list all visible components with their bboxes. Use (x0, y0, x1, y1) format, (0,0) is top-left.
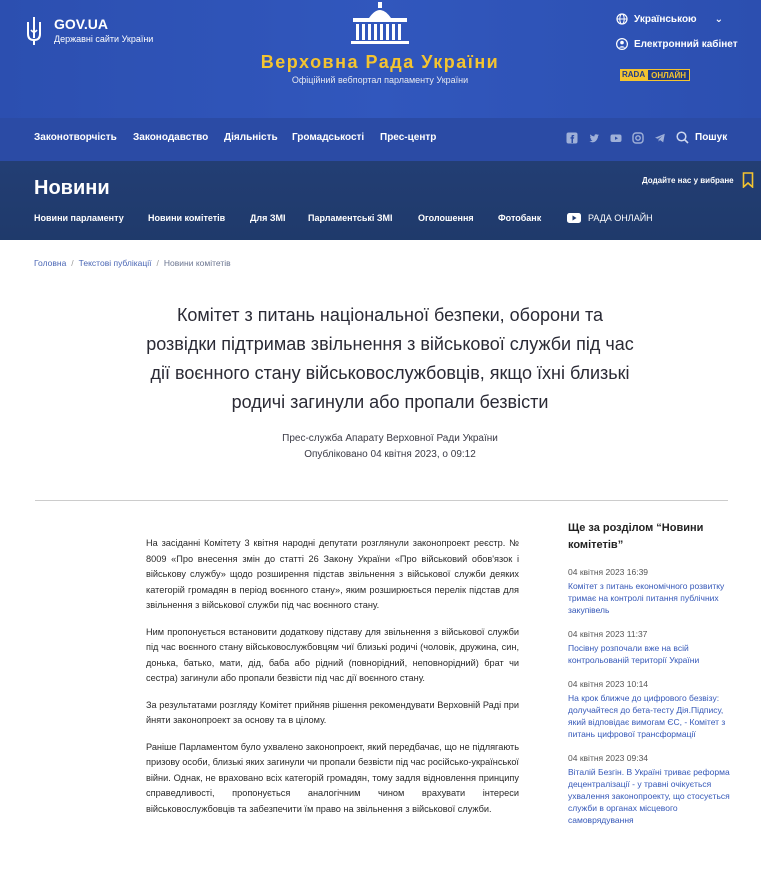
related-news-item[interactable] (568, 566, 733, 616)
gov-ua-link[interactable] (24, 16, 153, 46)
related-news-sidebar (568, 520, 733, 838)
cabinet-label: Електронний кабінет (634, 38, 738, 50)
news-date: 04 квітня 2023 16:39 (568, 567, 649, 577)
subnav-committee-news[interactable]: Новини комітетів (148, 213, 226, 223)
cabinet-link[interactable] (616, 37, 738, 51)
user-icon (616, 38, 628, 50)
twitter-icon[interactable] (588, 132, 600, 144)
news-date: 04 квітня 2023 09:34 (568, 753, 649, 763)
news-link[interactable]: На крок ближче до цифрового безвізу: долучайтеся до бета-тесту Дія.Підпису, який відповідає вимогам ЄС, - Комітет з питань цифрової трансформації (568, 693, 726, 739)
trident-icon (24, 16, 44, 46)
search-button[interactable] (676, 131, 727, 144)
site-subtitle: Офіційний вебпортал парламенту України (291, 75, 469, 85)
breadcrumb-current: Новини комітетів (163, 258, 231, 268)
news-link[interactable]: Комітет з питань економічного розвитку тримає на контролі питання публічних закупівель (568, 581, 725, 615)
subnav-rada-online[interactable] (567, 213, 653, 223)
globe-icon (616, 13, 628, 25)
subnav-rada-online-label: РАДА ОНЛАЙН (588, 213, 653, 223)
youtube-icon[interactable] (610, 132, 622, 144)
breadcrumb: Головна / Текстові публікації / Новини комітетів (34, 258, 231, 268)
facebook-icon[interactable] (566, 132, 578, 144)
article-author: Прес-служба Апарату Верховної Ради України (282, 433, 498, 444)
gov-subtitle: Державні сайти України (54, 34, 154, 44)
play-icon (567, 213, 581, 223)
article-paragraph: На засіданні Комітету 3 квітня народні депутати розглянули законопроект реєстр. № 8009 «Про внесення змін до статті 26 Закону України «Про військовий обов'язок і військову службу» щодо розширення підстав звільнення з військової служби деяких категорій громадян в період воєнного стану», яким розширюється перелік підстав для звільнення з військової служби під час воєнного стану. (146, 538, 519, 610)
related-news-item[interactable] (568, 752, 733, 826)
article-published: Опубліковано 04 квітня 2023, о 09:12 (304, 449, 476, 460)
article-title: Комітет з питань національної безпеки, оборони та розвідки підтримав звільнення з військової служби під час дії воєнного стану військовослужбовців, якщо їхні близькі родичі загинули або пропали безвісти (146, 305, 634, 412)
rada-logo[interactable] (230, 0, 530, 85)
nav-item-activity[interactable]: Діяльність (224, 132, 278, 143)
breadcrumb-text-publications[interactable]: Текстові публікації (78, 258, 152, 268)
related-news-item[interactable] (568, 678, 733, 740)
telegram-icon[interactable] (654, 132, 666, 144)
article-paragraph: Раніше Парламентом було ухвалено законопроект, який передбачає, що не підлягають призову особи, близькі яких загинули чи пропали безвісти під час російсько-української війни. Однак, не враховано всіх категорій громадян, тому задля відновлення принципу справедливості, пропонується аналогічним чином врахувати інтереси військовослужбовців та забезпечити їм право на звільнення з військової служби. (146, 741, 519, 814)
nav-item-lawmaking[interactable]: Законотворчість (34, 132, 117, 143)
article-paragraph: Ним пропонується встановити додаткову підставу для звільнення з військової служби під час воєнного стану військовослужбовцям чиї близькі родичі (чоловік, дружина, син, донька, батько, мати, дід, баба або рідний (повнорідний, неповнорідний) брат чи сестра) загинули або пропали безвісти під час дії воєнного стану. (146, 626, 519, 683)
subnav-announcements[interactable]: Оголошення (418, 213, 474, 223)
language-selector[interactable] (616, 12, 738, 26)
search-label: Пошук (695, 132, 728, 143)
subnav-photobank[interactable]: Фотобанк (498, 213, 542, 223)
gov-title: GOV.UA (54, 16, 108, 32)
site-header (0, 0, 761, 118)
article-meta (180, 431, 600, 463)
nav-item-legislation[interactable]: Законодавство (133, 132, 209, 143)
subnav-parliament-media[interactable]: Парламентські ЗМІ (308, 213, 393, 223)
section-title: Новини (34, 177, 110, 199)
site-title: Верховна Рада України (260, 52, 500, 72)
online-badge-part: ОНЛАЙН (647, 69, 690, 81)
search-icon (676, 131, 689, 144)
rada-online-badge[interactable] (620, 69, 738, 81)
language-label: Українською (634, 13, 697, 25)
divider (35, 500, 728, 501)
article-paragraph: За результатами розгляду Комітет прийняв рішення рекомендувати Верховній Раді при йняти законопроект за основу та в цілому. (146, 699, 519, 725)
news-date: 04 квітня 2023 11:37 (568, 629, 648, 639)
add-to-favorites[interactable] (642, 172, 754, 188)
news-date: 04 квітня 2023 10:14 (568, 679, 649, 689)
subnav-parliament-news[interactable]: Новини парламенту (34, 213, 124, 223)
section-header (0, 161, 761, 240)
rada-badge-part: RADA (622, 70, 646, 79)
news-link[interactable]: Посівну розпочали вже на всій контрольованій території України (568, 643, 700, 665)
main-nav (0, 118, 761, 161)
nav-item-press[interactable]: Прес-центр (380, 132, 437, 143)
article-body (146, 536, 519, 828)
nav-item-public[interactable]: Громадськості (292, 132, 365, 143)
breadcrumb-home[interactable]: Головна (34, 258, 67, 268)
news-link[interactable]: Віталій Безгін. В Україні триває реформа децентралізації - у травні очікується ухвалення законопроекту, що стосується служби в органах місцевого самоврядування (568, 767, 730, 825)
parliament-building-icon (347, 0, 413, 46)
instagram-icon[interactable] (632, 132, 644, 144)
sidebar-heading: Ще за розділом “Новини комітетів” (568, 522, 704, 551)
related-news-item[interactable] (568, 628, 733, 666)
favorites-label: Додайте нас у вибране (642, 175, 734, 185)
subnav-for-media[interactable]: Для ЗМІ (250, 213, 286, 223)
bookmark-icon (742, 172, 754, 188)
chevron-down-icon: ⌄ (714, 13, 723, 25)
